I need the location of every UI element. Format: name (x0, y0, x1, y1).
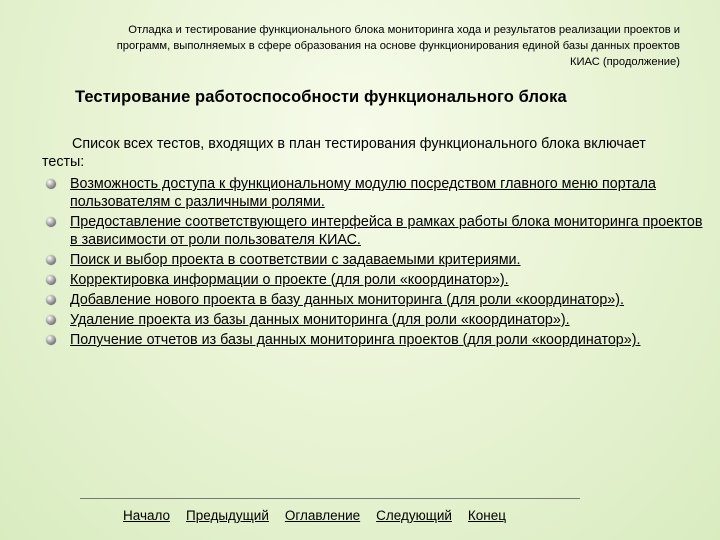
header-line-2: программ, выполняемых в сфере образования на основе функционирования единой базы данных проектов (116, 40, 680, 52)
nav-end-link[interactable]: Конец (467, 508, 506, 523)
list-item[interactable] (46, 291, 706, 309)
list-item[interactable] (46, 213, 706, 249)
nav-start-link[interactable]: Начало (123, 508, 171, 523)
section-title: Тестирование работоспособности функционального блока (75, 88, 567, 106)
bullet-icon (46, 275, 56, 285)
list-item[interactable] (46, 271, 706, 289)
header-line-3: КИАС (продолжение) (569, 56, 680, 68)
nav-divider (80, 498, 580, 499)
test-link[interactable]: Получение отчетов из базы данных мониторинга проектов (для роли «координатор»). (70, 332, 641, 348)
header-line-1: Отладка и тестирование функционального блока мониторинга хода и результатов реализации проектов и (128, 24, 680, 36)
test-list (46, 175, 706, 351)
test-link[interactable]: Удаление проекта из базы данных мониторинга (для роли «координатор»). (70, 312, 570, 328)
test-link[interactable]: Корректировка информации о проекте (для роли «координатор»). (70, 272, 509, 288)
test-link[interactable]: Добавление нового проекта в базу данных мониторинга (для роли «координатор»). (70, 292, 624, 308)
intro-text: Список всех тестов, входящих в план тестирования функционального блока включает тесты: (42, 136, 646, 170)
nav-previous-link[interactable]: Предыдущий (186, 508, 269, 523)
bullet-icon (46, 255, 56, 265)
list-item[interactable] (46, 331, 706, 349)
list-item[interactable] (46, 311, 706, 329)
nav-next-link[interactable]: Следующий (376, 508, 452, 523)
nav-contents-link[interactable]: Оглавление (284, 508, 361, 523)
bullet-icon (46, 315, 56, 325)
bullet-icon (46, 295, 56, 305)
list-item[interactable] (46, 175, 706, 211)
test-link[interactable]: Поиск и выбор проекта в соответствии с задаваемыми критериями. (70, 252, 521, 268)
bullet-icon (46, 335, 56, 345)
list-item[interactable] (46, 251, 706, 269)
slide-header (60, 22, 680, 70)
bullet-icon (46, 179, 56, 189)
test-link[interactable]: Предоставление соответствующего интерфейса в рамках работы блока мониторинга проектов в зависимости от роли пользователя КИАС. (70, 214, 703, 248)
test-link[interactable]: Возможность доступа к функциональному модулю посредством главного меню портала пользователям с различными ролями. (70, 176, 656, 210)
slide-navigation (123, 508, 522, 523)
bullet-icon (46, 217, 56, 227)
